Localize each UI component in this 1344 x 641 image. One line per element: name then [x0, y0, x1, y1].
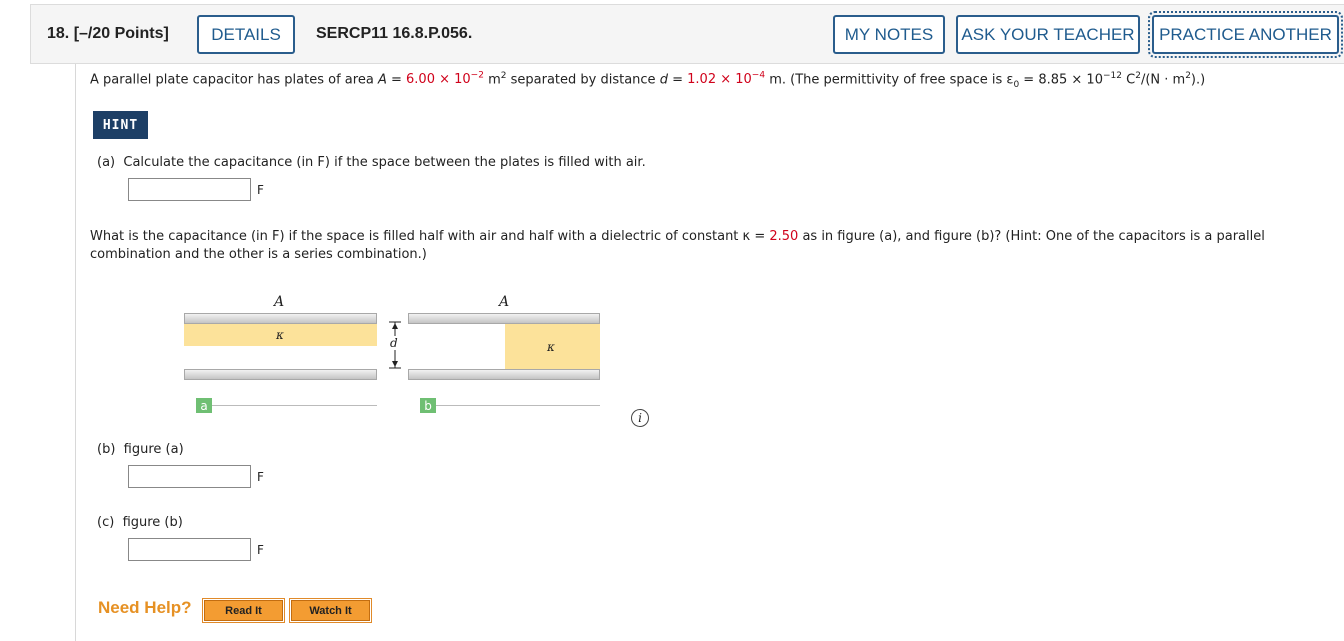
part-b-unit: F: [257, 470, 264, 484]
need-help-label: Need Help?: [98, 598, 192, 617]
figure-b-area-label: A: [499, 294, 510, 310]
practice-another-button[interactable]: PRACTICE ANOTHER: [1152, 15, 1339, 54]
figure-b-tag: b: [420, 398, 436, 413]
dielectric-question: What is the capacitance (in F) if the space is filled half with air and half with a dielectric of constant κ = 2.50 as in figure (a), and figure (b)? (Hint: One of the capacitors is a parallel combination and the other is a series combination.): [90, 229, 1265, 262]
figure-a-top-plate: [184, 313, 377, 324]
part-b-answer-input[interactable]: [128, 465, 251, 488]
figure-a-tag: a: [196, 398, 212, 413]
hint-button[interactable]: HINT: [93, 111, 148, 139]
watch-it-button[interactable]: Watch It: [291, 600, 370, 621]
figure-a-kappa-label: κ: [276, 328, 284, 342]
figure-a-area-label: A: [274, 294, 285, 310]
kappa-value: 2.50: [769, 229, 799, 244]
part-c-answer-input[interactable]: [128, 538, 251, 561]
part-a-answer-input[interactable]: [128, 178, 251, 201]
question-header: [30, 4, 1344, 64]
part-b-question: (b) figure (a): [97, 442, 184, 457]
problem-statement: A parallel plate capacitor has plates of area $A = 6.00 \times 10^{-2}$ $m^2$ separated by distance $d = 1.02 \times 10^{-4}$ m. (The permittivity of free space is $\varepsilon_0 = 8.85 \times 10^{-12}$ $C^2/(N \cdot m^2)$.): [90, 71, 1206, 90]
details-button[interactable]: DETAILS: [197, 15, 295, 54]
my-notes-button[interactable]: MY NOTES: [833, 15, 945, 54]
figure-b-baseline: [424, 405, 600, 406]
part-a-unit: F: [257, 183, 264, 197]
separation-d-label: d: [390, 336, 398, 350]
read-it-button[interactable]: Read It: [204, 600, 283, 621]
figure-a-bottom-plate: [184, 369, 377, 380]
figure-b-bottom-plate: [408, 369, 600, 380]
figure-a-baseline: [200, 405, 377, 406]
distance-value: $1.02 \times 10^{-4}$: [687, 71, 766, 88]
problem-code: SERCP11 16.8.P.056.: [316, 25, 473, 42]
part-a-question: (a) Calculate the capacitance (in F) if the space between the plates is filled with air.: [97, 155, 646, 170]
part-c-question: (c) figure (b): [97, 515, 183, 530]
ask-your-teacher-button[interactable]: ASK YOUR TEACHER: [956, 15, 1140, 54]
info-icon[interactable]: i: [631, 409, 649, 427]
question-number: 18. [–/20 Points]: [47, 25, 169, 42]
left-divider: [75, 64, 76, 641]
area-value: $6.00 \times 10^{-2}$: [406, 71, 484, 88]
part-c-unit: F: [257, 543, 264, 557]
figure-b-kappa-label: κ: [547, 340, 555, 354]
figure-b-top-plate: [408, 313, 600, 324]
